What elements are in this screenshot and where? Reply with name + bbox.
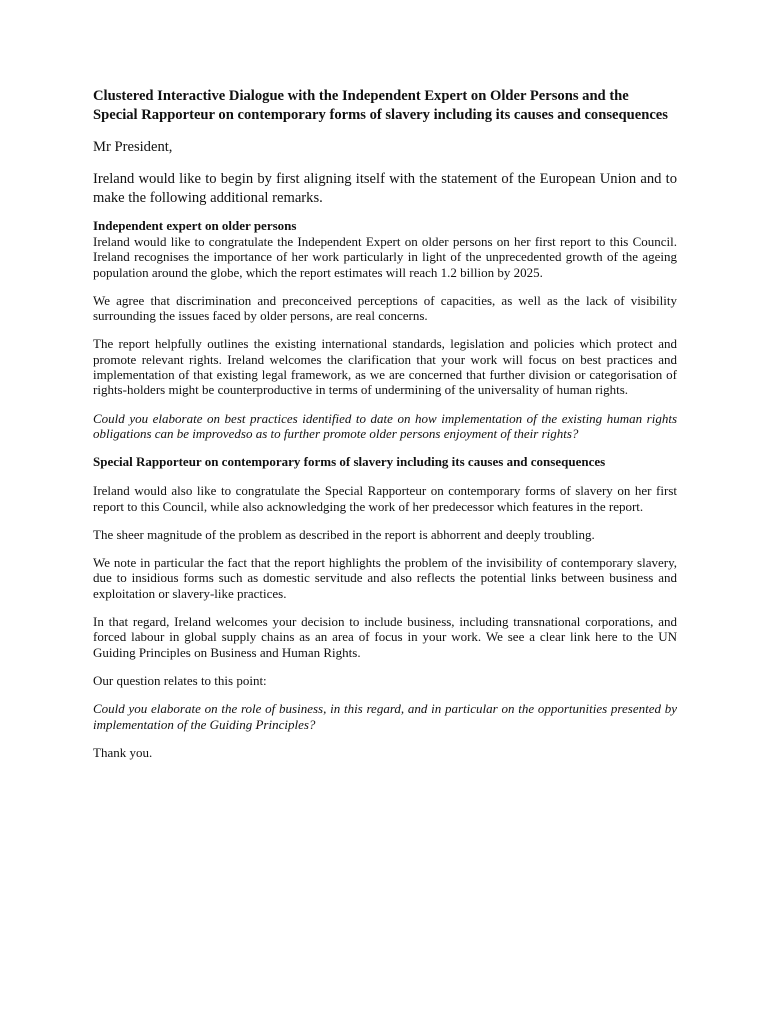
paragraph-older-persons-3: The report helpfully outlines the existing international standards, legislation and policies which protect and promote relevant rights. Ireland welcomes the clarification that your work will focus on best practices and implementation of that existing legal framework, as we are concerned that further division or categorisation of rights-holders might be counterproductive in terms of undermining of the universality of human rights. <box>93 336 677 398</box>
document-page <box>93 87 677 760</box>
paragraph-slavery-1: Ireland would also like to congratulate the Special Rapporteur on contemporary forms of slavery on her first report to this Council, while also acknowledging the work of her predecessor which features in the report. <box>93 483 677 514</box>
paragraph-older-persons-1: Ireland would like to congratulate the Independent Expert on older persons on her first report to this Council. Ireland recognises the importance of her work particularly in light of the unprecedented growth of the ageing population around the globe, which the report estimates will reach 1.2 billion by 2025. <box>93 234 677 280</box>
paragraph-older-persons-2: We agree that discrimination and preconceived perceptions of capacities, as well as the lack of visibility surrounding the issues faced by older persons, are real concerns. <box>93 292 677 324</box>
closing: Thank you. <box>93 744 153 760</box>
section-heading-slavery: Special Rapporteur on contemporary forms of slavery including its causes and consequences <box>93 454 606 470</box>
paragraph-slavery-5: Our question relates to this point: <box>93 672 267 688</box>
salutation: Mr President, <box>93 139 173 155</box>
paragraph-slavery-4: In that regard, Ireland welcomes your decision to include business, including transnational corporations, and forced labour in global supply chains as an area of focus in your work. We see a clear link here to the UN Guiding Principles on Business and Human Rights. <box>93 614 677 660</box>
section-heading-older-persons: Independent expert on older persons <box>93 218 297 233</box>
paragraph-slavery-3: We note in particular the fact that the report highlights the problem of the invisibility of contemporary slavery, due to insidious forms such as domestic servitude and also reflects the potential links between business and exploitation or slavery-like practices. <box>93 555 677 601</box>
question-older-persons: Could you elaborate on best practices identified to date on how implementation of the existing human rights obligations can be improvedso as to further promote older persons enjoyment of their rights? <box>93 410 677 441</box>
question-slavery: Could you elaborate on the role of business, in this regard, and in particular on the opportunities presented by implementation of the Guiding Principles? <box>93 701 677 732</box>
intro-paragraph: Ireland would like to begin by first aligning itself with the statement of the European Union and to make the following additional remarks. <box>93 171 677 206</box>
document-title: Clustered Interactive Dialogue with the Independent Expert on Older Persons and the Special Rapporteur on contemporary forms of slavery including its causes and consequences <box>93 88 668 123</box>
paragraph-slavery-2: The sheer magnitude of the problem as described in the report is abhorrent and deeply troubling. <box>93 526 595 542</box>
